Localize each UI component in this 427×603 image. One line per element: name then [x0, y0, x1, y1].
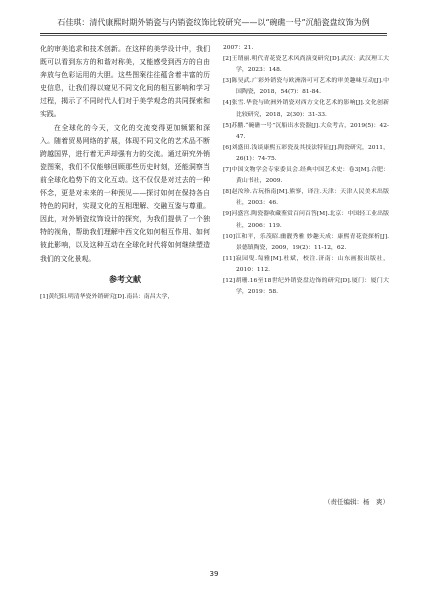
reference-item: [5]苏鹏.“碗礁一号”沉船出水瓷器[J].大众考古，2019(5)：42-47. [223, 122, 389, 140]
reference-item: [11]寂园叟.匋雅[M].杜斌，校注.济南：山东画报出版社，2010：112. [223, 255, 389, 273]
reference-item: [3]陈昊武.广彩外销瓷与欧洲洛可可艺术的审美趣味互动[J].中国陶瓷，2018，54(7)：81-84. [223, 78, 389, 96]
reference-item: [2]王谓丽.明代青花瓷艺术风尚演变研究[D].武汉：武汉理工大学，2023：148. [223, 56, 389, 74]
reference-item: [9]河盛宫.陶瓷器收藏鉴赏百问百答[M].北京：中国轻工业出版社，2006：119. [223, 211, 389, 229]
references-heading: 参考文献 [109, 274, 141, 284]
page-number: 39 [209, 570, 219, 578]
responsible-editor: （责任编辑：杨 爽） [324, 498, 389, 506]
reference-list-left [40, 292, 210, 303]
running-header: 石佳琪：清代康熙时期外销瓷与内销瓷纹饰比较研究——以“碗礁一号”沉船瓷盘纹饰为例 [57, 18, 370, 27]
body-paragraph: 在全球化的今天，文化的交流变得更加频繁和深入。随着贸易网络的扩展，体现不同文化的艺术品不断跨越国界，进行着无声却强有力的交流。通过研究外销瓷图案，我们不仅能够回顾那些历史时刻，还能洞察当前全球化趋势下的文化互动。这不仅仅是对过去的一种怀念，更是对未来的一种预见——探讨如何在保持各自特色的同时，实现文化的互相理解、交融互鉴与尊重。因此，对外销瓷纹饰设计的探究，为我们提供了一个独特的视角，帮助我们理解中西文化如何相互作用、如何彼此影响，以及这种互动在全球化时代将如何继续塑造我们的文化景观。 [40, 123, 210, 263]
right-column [223, 43, 389, 298]
reference-list-right [223, 43, 389, 298]
left-column [40, 43, 210, 303]
reference-item: [8]赵汝珍.古玩指南[M].熊寥，译注.天津：天津人民美术出版社，2003：46. [223, 189, 389, 207]
reference-item: [4]张雪.华瓷与欧洲外销瓷对西方文化艺术的影响[J].文化创新比较研究，2018，2(30)：31-33. [223, 100, 389, 118]
reference-item: [10]江和平，乐茂昭.幽靓秀雅 妙趣天成：康熙青花瓷探析[J].景德镇陶瓷，2009，19(2)：11-12，62. [223, 233, 389, 251]
header-rule-thin [40, 35, 387, 36]
reference-item: 2007：21. [223, 45, 254, 51]
body-paragraph: 化的审美追求和技术创新。在这样的美学设计中，我们既可以看到东方的和谐对称美，又能感受到西方的自由奔放与色彩运用的大胆。这些图案往往蕴含着丰富的历史信息，让我们得以窥见不同文化间的相互影响和学习过程，揭示了不同时代人们对于美学观念的共同探索和实践。 [40, 45, 210, 119]
header-rule [40, 33, 387, 34]
reference-item: [12]胡珊.16至18世纪外销瓷盘边饰的研究[D].厦门：厦门大学，2019：58. [223, 277, 389, 296]
reference-item: [6]刘盛田.浅谈康熙五彩瓷及其技法特征[J].陶瓷研究，2011，26(1)：74-75. [223, 144, 389, 162]
reference-item: [7]中国文物学会专家委员会.经典中国艺术史：卷3[M].合肥：黄山书社，2009. [223, 167, 389, 185]
reference-item: [1]黄纪阳.明清华瓷外销研究[D].南昌：南昌大学， [40, 293, 174, 300]
